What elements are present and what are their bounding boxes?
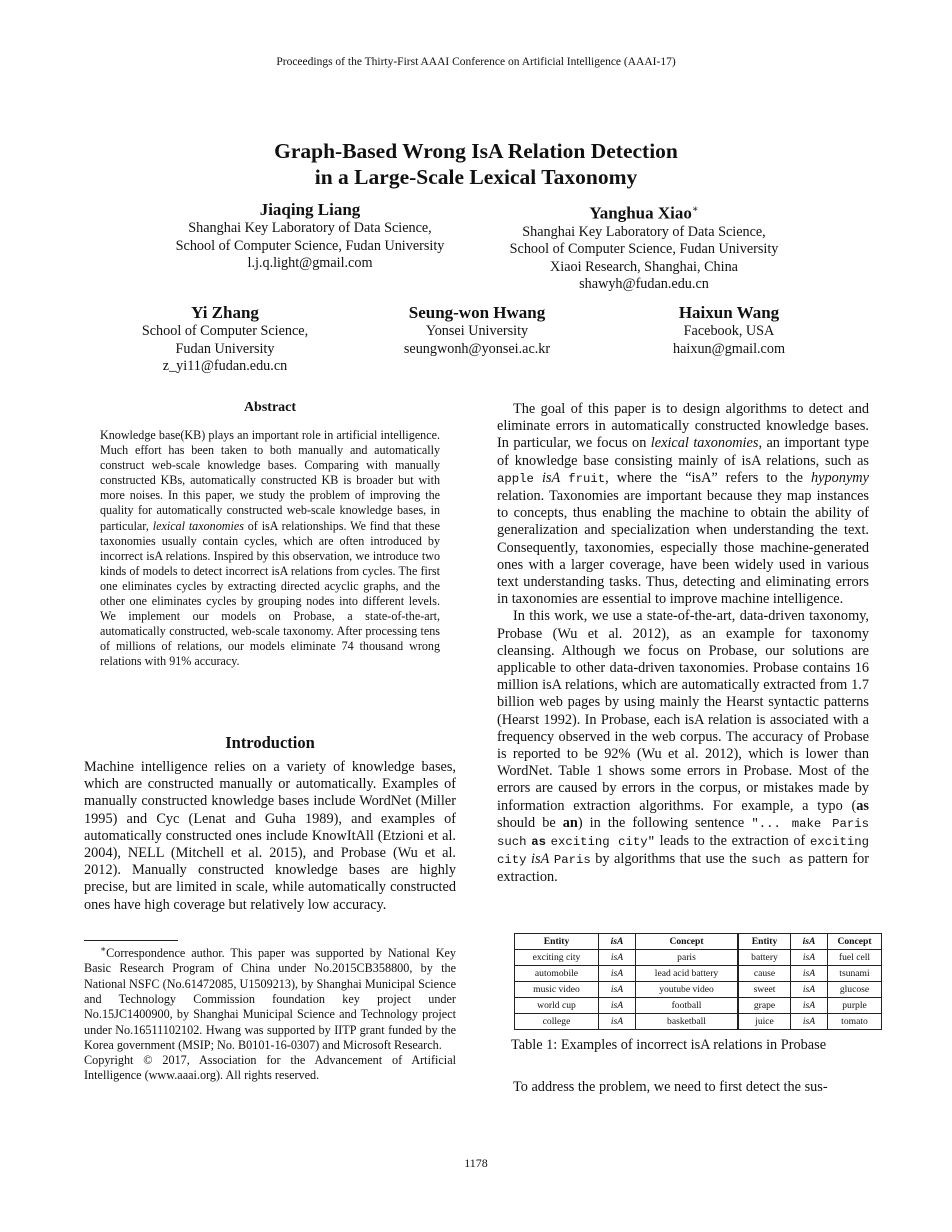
author-name: Jiaqing Liang xyxy=(259,200,361,219)
author-block-xiao xyxy=(484,199,804,294)
code-term: apple xyxy=(497,471,534,486)
table-cell: lead acid battery xyxy=(636,966,739,982)
footnote-rule xyxy=(84,940,178,941)
table-cell: isA xyxy=(599,982,636,998)
footnote xyxy=(84,942,456,1084)
text-run: leads to the extraction of xyxy=(655,833,810,850)
table-cell: sweet xyxy=(738,982,791,998)
text-run: relation. Taxonomies are important because they map instances to concepts, thus enabling the machine to obtain the ability of generalization and specialization when understanding the text. Consequently, taxonomies, especially those machine-generated ones with a larger coverage, have been widely used in various text understanding tasks. Thus, detecting and eliminating errors in taxonomies are essential to improve machine intelligence. xyxy=(497,488,869,608)
author-affiliation: Shanghai Key Laboratory of Data Science, xyxy=(522,223,766,240)
text-run: should be xyxy=(497,814,563,831)
author-affiliation: Shanghai Key Laboratory of Data Science, xyxy=(188,220,432,236)
author-name: Yi Zhang xyxy=(191,303,259,322)
table-cell: glucose xyxy=(828,982,882,998)
paragraph-goal xyxy=(497,401,869,608)
proceedings-header: Proceedings of the Thirty-First AAAI Conference on Artificial Intelligence (AAAI-17) xyxy=(276,56,676,68)
footnote-text-wrap xyxy=(84,942,456,1053)
author-affiliation: Yonsei University xyxy=(425,323,529,339)
footnote-mark: ∗ xyxy=(100,944,107,954)
author-block-zhang xyxy=(110,302,340,376)
author-name-wrap xyxy=(484,199,804,224)
author-email: haixun@gmail.com xyxy=(673,340,785,357)
abstract-text: of isA relationships. We find that these taxonomies usually contain cycles, which are often introduced by incorrect isA relations. Inspired by this observation, we introduce two kinds of models to detect incorrect isA relations from cycles. The first one eliminates cycles by extracting directed acyclic graphs, and the other one eliminates cycles by grouping nodes into different levels. We implement our models on Probase, a state-of-the-art, automatically constructed, web-scale taxonomy. After processing tens of millions of relations, our models eliminate 74 thousand wrong relations with 91% accuracy. xyxy=(100,518,440,669)
table-cell: fuel cell xyxy=(828,950,882,966)
copyright-notice: Copyright © 2017, Association for the Advancement of Artificial Intelligence (www.aaai.org). All rights reserved. xyxy=(84,1053,456,1083)
text-run: by algorithms that use the xyxy=(590,851,752,868)
author-affiliation: School of Computer Science, xyxy=(141,323,309,339)
table-cell: isA xyxy=(599,966,636,982)
emphasis: lexical taxonomies xyxy=(650,435,759,452)
table-cell: football xyxy=(636,998,739,1014)
table-row xyxy=(515,966,882,982)
table-cell: tomato xyxy=(828,1014,882,1030)
emphasis: hyponymy xyxy=(811,469,869,486)
header-cell: Concept xyxy=(828,934,882,950)
table-cell: isA xyxy=(599,950,636,966)
introduction-paragraph: Machine intelligence relies on a variety of knowledge bases, which are constructed manually or automatically. Examples of manually constructed knowledge bases include WordNet (Miller 1995) and Cyc (Lenat and Guha 1989), and examples of automatically constructed ones include KnowItAll (Etzioni et al. 2004), NELL (Mitchell et al. 2015), and Probase (Wu et al. 2012). Manually constructed knowledge bases are highly precise, but are limited in scale, while automatically constructed ones have high coverage but relatively low accuracy. xyxy=(84,759,456,913)
text-run: In this work, we use a state-of-the-art, data-driven taxonomy, Probase (Wu et al. 2012), as an example for taxonomy cleansing. Although we focus on Probase, our solutions are applicable to other data-driven taxonomies. Probase contains 16 million isA relations, which are automatically extracted from 1.7 billion web pages by using mainly the Hearst syntactic patterns (Hearst 1992). In Probase, each isA relation is associated with a frequency observed in the web corpus. The accuracy of Probase is reported to be 92% (Wu et al. 2012), which is lower than WordNet. Table 1 shows some errors in Probase. Most of the errors are caused by errors in the corpus, or mistakes made by information extraction algorithms. For example, a typo ( xyxy=(497,608,869,814)
text-run: , an important type of knowledge base consisting mainly of isA relations, such as xyxy=(497,435,869,469)
table-row xyxy=(515,982,882,998)
text-run: , where the “isA” refers to the xyxy=(605,469,812,486)
author-name: Haixun Wang xyxy=(678,303,780,322)
author-email: shawyh@fudan.edu.cn xyxy=(579,276,709,293)
table-cell: automobile xyxy=(515,966,599,982)
table-cell: isA xyxy=(791,1014,828,1030)
abstract-emphasis: lexical taxonomies xyxy=(152,518,244,533)
table-cell: college xyxy=(515,1014,599,1030)
table-row xyxy=(515,950,882,966)
table-cell: isA xyxy=(791,966,828,982)
examples-table xyxy=(514,933,882,1030)
table-header-row xyxy=(515,934,882,950)
code-quote-bold: as xyxy=(531,835,546,850)
table-cell: exciting city xyxy=(515,950,599,966)
table-cell: isA xyxy=(599,998,636,1014)
author-block-liang xyxy=(150,199,470,273)
text-run: pattern for extraction. xyxy=(497,851,870,886)
table-cell: cause xyxy=(738,966,791,982)
table-cell: music video xyxy=(515,982,599,998)
code-quote: "... make Paris such xyxy=(497,816,869,850)
code-term: Paris xyxy=(553,853,591,868)
section-heading-introduction: Introduction xyxy=(225,733,315,752)
table-cell: basketball xyxy=(636,1014,739,1030)
author-email: z_yi11@fudan.edu.cn xyxy=(162,358,288,374)
table-cell: isA xyxy=(791,950,828,966)
header-cell: isA xyxy=(791,934,828,950)
table-row xyxy=(515,1014,882,1030)
code-term: exciting city xyxy=(497,835,869,868)
abstract-heading: Abstract xyxy=(243,400,297,415)
table-cell: youtube video xyxy=(636,982,739,998)
paper-title xyxy=(0,138,952,190)
title-line-2: in a Large-Scale Lexical Taxonomy xyxy=(314,165,638,189)
author-affiliation: Fudan University xyxy=(175,340,275,357)
right-column xyxy=(497,401,869,887)
text-run: ) in the following sentence xyxy=(577,814,752,831)
table-cell: world cup xyxy=(515,998,599,1014)
footnote-text: Correspondence author. This paper was supported by National Key Basic Research Program of China under No.2015CB358800, by the National NSFC (No.61472085, U1509213), by Shanghai Municipal Science and Technology Commission foundation key project under No.15JC1400900, by Shanghai Municipal Science and Technology project under No.16511102102. Hwang was supported by IITP grant funded by the Korea government (MSIP; No. B0101-16-0307) and Microsoft Research. xyxy=(84,946,456,1052)
table-cell: grape xyxy=(738,998,791,1014)
abstract-text: Knowledge base(KB) plays an important role in artificial intelligence. Much effort has been taken to both manually and automatically construct web-scale knowledge bases. Comparing with manually constructed KBs, automatically constructed KB is broader but with more noises. In this paper, we study the problem of improving the quality for automatically constructed web-scale knowledge bases, in particular, xyxy=(100,428,440,533)
author-name: Seung-won Hwang xyxy=(408,303,546,322)
isa-relation: isA xyxy=(541,469,561,486)
author-affiliation: School of Computer Science, Fudan University xyxy=(509,241,779,258)
code-quote: exciting city" xyxy=(550,835,655,850)
author-name: Yanghua Xiao xyxy=(589,203,692,223)
author-affiliation: School of Computer Science, Fudan University xyxy=(175,237,445,254)
title-line-1: Graph-Based Wrong IsA Relation Detection xyxy=(274,139,678,163)
author-affiliation: Facebook, USA xyxy=(683,323,775,339)
header-cell: Entity xyxy=(738,934,791,950)
table-1 xyxy=(514,933,882,1030)
table-cell: isA xyxy=(791,998,828,1014)
author-block-wang xyxy=(614,302,844,358)
abstract-body xyxy=(100,428,440,670)
bold-term: an xyxy=(562,814,578,831)
header-cell: Entity xyxy=(515,934,599,950)
header-cell: isA xyxy=(599,934,636,950)
table-cell: isA xyxy=(599,1014,636,1030)
footnote-mark: ∗ xyxy=(691,204,699,215)
header-cell: Concept xyxy=(636,934,739,950)
table-cell: isA xyxy=(791,982,828,998)
table-cell: tsunami xyxy=(828,966,882,982)
table-cell: paris xyxy=(636,950,739,966)
isa-relation: isA xyxy=(531,851,550,868)
code-term: such as xyxy=(751,853,804,868)
table-cell: battery xyxy=(738,950,791,966)
author-affiliation: Xiaoi Research, Shanghai, China xyxy=(550,258,738,275)
table-row xyxy=(515,998,882,1014)
table-cell: juice xyxy=(738,1014,791,1030)
bold-term: as xyxy=(856,797,869,814)
author-email: l.j.q.light@gmail.com xyxy=(247,255,373,271)
author-block-hwang xyxy=(362,302,592,358)
text-run: The goal of this paper is to design algorithms to detect and eliminate errors in automatically constructed knowledge bases. In particular, we focus on xyxy=(497,401,869,452)
table-cell: purple xyxy=(828,998,882,1014)
author-email: seungwonh@yonsei.ac.kr xyxy=(403,340,551,357)
paragraph-probase xyxy=(497,608,869,886)
paragraph-address xyxy=(497,1079,869,1096)
code-term: fruit xyxy=(568,471,606,486)
paragraph-text: To address the problem, we need to first detect the sus- xyxy=(513,1079,828,1095)
table-caption: Table 1: Examples of incorrect isA relations in Probase xyxy=(511,1037,827,1053)
page-number: 1178 xyxy=(464,1156,488,1170)
